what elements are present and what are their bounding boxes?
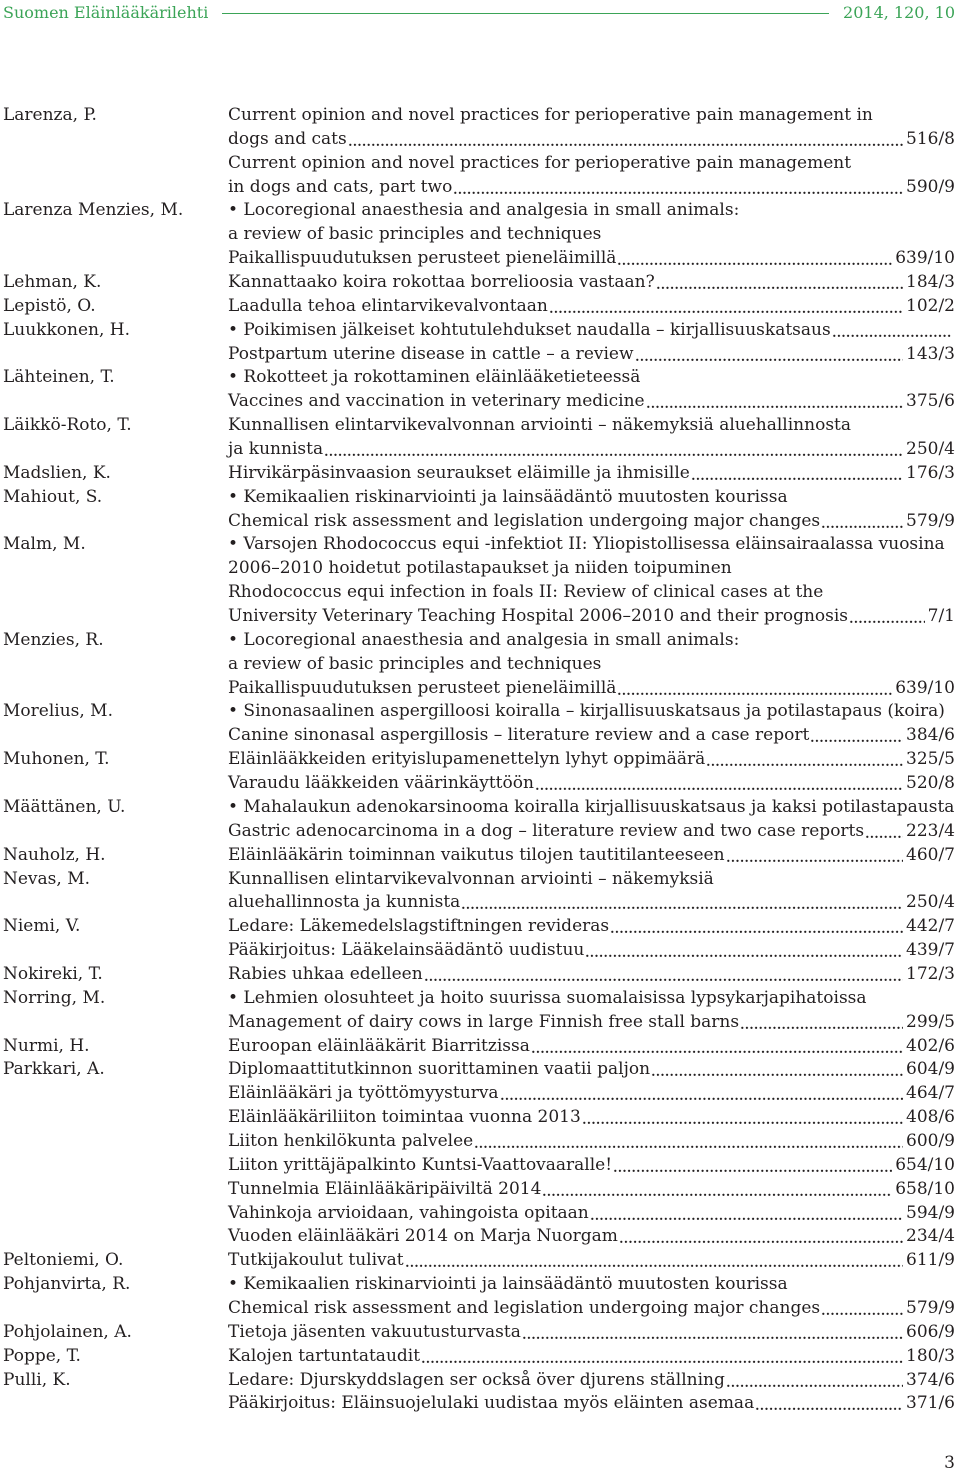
page-reference: 604/9 [906,1059,955,1080]
entry-line-body [228,820,955,844]
article-title: • Lehmien olosuhteet ja hoito suurissa suomalaisissa lypsykarjapihatoissa [228,987,867,1008]
page-reference: 176/3 [906,462,955,483]
index-line [0,1273,960,1297]
author-name: Läikkö-Roto, T. [3,415,132,436]
dot-leader [585,939,903,963]
index-line [0,366,960,390]
article-title: aluehallinnosta ja kunnista [228,892,461,913]
index-line [0,939,960,963]
entry-line-body [228,653,955,677]
index-line [0,1345,960,1369]
index-entry [0,844,960,868]
issue-reference: 2014, 120, 10 [843,3,955,22]
entry-line-body [228,462,955,486]
dot-leader [405,1249,903,1273]
page-reference: 250/4 [906,892,955,913]
article-title: Rhodococcus equi infection in foals II: Review of clinical cases at the [228,582,824,603]
dot-leader [810,724,903,748]
article-title: Vuoden eläinlääkäri 2014 on Marja Nuorgam [228,1226,618,1247]
entry-line-body [228,1225,955,1249]
article-title: Tunnelmia Eläinlääkäripäiviltä 2014 [228,1178,542,1199]
page-reference: 639/10 [895,677,955,698]
entry-line-body [228,772,955,796]
entry-line-body [228,533,955,557]
author-name: Muhonen, T. [3,749,110,770]
index-line [0,1130,960,1154]
author-name: Lehman, K. [3,272,102,293]
author-index [0,104,960,1416]
entry-line-body [228,247,955,271]
article-title: Chemical risk assessment and legislation undergoing major changes [228,1297,821,1318]
entry-line-body [228,199,955,223]
entry-line-body [228,438,955,462]
page-reference: 325/5 [906,749,955,770]
page-reference: 408/6 [906,1107,955,1128]
page-reference: 402/6 [906,1035,955,1056]
entry-line-body [228,486,955,510]
author-name: Morelius, M. [3,701,113,722]
article-title: University Veterinary Teaching Hospital 2006–2010 and their prognosis [228,606,849,627]
entry-line-body [228,319,955,343]
article-title: dogs and cats [228,128,347,149]
article-title: • Mahalaukun adenokarsinooma koiralla kirjallisuuskatsaus ja kaksi potilastapausta [228,796,955,817]
entry-line-body [228,1178,955,1202]
article-title: Postpartum uterine disease in cattle – a review [228,343,634,364]
entry-line-body [228,366,955,390]
index-line [0,915,960,939]
author-name: Madslien, K. [3,462,111,483]
entry-line-body [228,1035,955,1059]
article-title: a review of basic principles and techniques [228,224,602,245]
page-reference: 611/9 [906,1250,955,1271]
page-reference: 172/3 [906,963,955,984]
article-title: Paikallispuudutuksen perusteet pieneläimillä [228,248,617,269]
page-reference: 654/10 [895,1154,955,1175]
index-line [0,748,960,772]
index-entry [0,414,960,462]
article-title: • Locoregional anaesthesia and analgesia in small animals: [228,200,740,221]
article-title: Hirvikärpäsinvaasion seuraukset eläimille ja ihmisille [228,462,690,483]
entry-line-body [228,844,955,868]
index-line [0,1202,960,1226]
article-title: Paikallispuudutuksen perusteet pieneläimillä [228,677,617,698]
dot-leader [865,820,903,844]
index-line [0,1321,960,1345]
index-entry [0,748,960,796]
entry-line-body [228,748,955,772]
index-line [0,1082,960,1106]
dot-leader [832,319,952,343]
article-title: Current opinion and novel practices for perioperative pain management [228,152,852,173]
entry-line-body [228,271,955,295]
entry-line-body [228,1082,955,1106]
article-title: Canine sinonasal aspergillosis – literature review and a case report [228,725,810,746]
index-entry [0,462,960,486]
article-title: Liiton yrittäjäpalkinto Kuntsi-Vaattovaaralle! [228,1154,613,1175]
dot-leader [590,1202,903,1226]
index-line [0,557,960,581]
dot-leader [542,1178,892,1202]
dot-leader [617,677,892,701]
index-line [0,343,960,367]
index-line [0,1106,960,1130]
index-entry [0,1273,960,1321]
article-title: Current opinion and novel practices for perioperative pain management in [228,105,873,125]
entry-line-body [228,390,955,414]
dot-leader [453,176,903,200]
index-line [0,605,960,629]
index-line [0,1297,960,1321]
index-line [0,868,960,892]
entry-line-body [228,915,955,939]
index-entry [0,104,960,199]
page-reference: 594/9 [906,1202,955,1223]
entry-line-body [228,987,955,1011]
page-reference: 579/9 [906,1297,955,1318]
index-line [0,1035,960,1059]
article-title: Ledare: Läkemedelslagstiftningen revideras [228,916,610,937]
article-title: Liiton henkilökunta palvelee [228,1130,474,1151]
page-reference: 102/2 [906,295,955,316]
index-line [0,987,960,1011]
index-line [0,1058,960,1082]
page-reference: 223/4 [906,820,955,841]
dot-leader [656,271,903,295]
article-title: Euroopan eläinlääkärit Biarritzissa [228,1035,530,1056]
index-line [0,820,960,844]
page-reference: 579/9 [906,510,955,531]
index-entry [0,533,960,628]
entry-line-body [228,557,955,581]
article-title: Eläinlääkkeiden erityislupamenettelyn lyhyt oppimäärä [228,749,706,770]
page-reference: 299/5 [906,1011,955,1032]
index-entry [0,1369,960,1417]
index-entry [0,1321,960,1345]
entry-line-body [228,1249,955,1273]
index-entry [0,199,960,271]
entry-line-body [228,1321,955,1345]
article-title: a review of basic principles and techniques [228,653,602,674]
entry-line-body [228,414,955,438]
author-name: Peltoniemi, O. [3,1250,124,1271]
index-line [0,796,960,820]
article-title: • Kemikaalien riskinarviointi ja lainsäädäntö muutosten kourissa [228,486,788,507]
dot-leader [610,915,903,939]
dot-leader [424,963,903,987]
page-reference: 600/9 [906,1130,955,1151]
page-reference: 250/4 [906,439,955,460]
index-line [0,533,960,557]
article-title: Varaudu lääkkeiden väärinkäyttöön [228,773,534,794]
page-reference: 7/1 [927,606,955,627]
index-line [0,629,960,653]
entry-line-body [228,1202,955,1226]
entry-line-body [228,1106,955,1130]
page-reference: 460/7 [906,844,955,865]
author-name: Nokireki, T. [3,963,103,984]
index-line [0,724,960,748]
author-name: Lähteinen, T. [3,367,115,388]
entry-line-body [228,1058,955,1082]
page-reference: 384/6 [906,725,955,746]
dot-leader [348,128,903,152]
entry-line-body [228,939,955,963]
index-line [0,510,960,534]
entry-line-body [228,1297,955,1321]
page-reference: 371/6 [906,1393,955,1414]
entry-line-body [228,104,955,128]
dot-leader [549,295,903,319]
entry-line-body [228,677,955,701]
dot-leader [740,1011,903,1035]
entry-line-body [228,128,955,152]
index-line [0,152,960,176]
page-reference: 439/7 [906,940,955,961]
entry-line-body [228,724,955,748]
dot-leader [613,1154,892,1178]
dot-leader [582,1106,903,1130]
author-name: Niemi, V. [3,916,81,937]
page-reference: 180/3 [906,1345,955,1366]
article-title: Eläinlääkäriliiton toimintaa vuonna 2013 [228,1107,581,1128]
index-line [0,1249,960,1273]
index-line [0,700,960,724]
page-reference: 375/6 [906,391,955,412]
index-entry [0,868,960,916]
entry-line-body [228,152,955,176]
dot-leader [535,772,903,796]
dot-leader [617,247,892,271]
author-name: Luukkonen, H. [3,319,131,340]
author-name: Norring, M. [3,987,106,1008]
page-reference: 516/8 [906,128,955,149]
index-entry [0,1249,960,1273]
index-line [0,1011,960,1035]
index-entry [0,629,960,701]
entry-line-body [228,176,955,200]
article-title: Pääkirjoitus: Eläinsuojelulaki uudistaa myös eläinten asemaa [228,1393,755,1414]
dot-leader [531,1035,903,1059]
entry-line-body [228,1011,955,1035]
entry-line-body [228,581,955,605]
entry-line-body [228,868,955,892]
entry-line-body [228,1392,955,1416]
dot-leader [849,605,925,629]
index-line [0,1392,960,1416]
article-title: Laadulla tehoa elintarvikevalvontaan [228,295,548,316]
author-name: Pohjanvirta, R. [3,1274,131,1295]
index-entry [0,1058,960,1249]
index-line [0,295,960,319]
article-title: Kalojen tartuntataudit [228,1345,421,1366]
index-entry [0,1035,960,1059]
author-name: Pohjolainen, A. [3,1321,132,1342]
entry-line-body [228,295,955,319]
dot-leader [646,390,903,414]
entry-line-body [228,891,955,915]
index-line [0,438,960,462]
dot-leader [522,1321,903,1345]
index-line [0,462,960,486]
index-line [0,176,960,200]
page-number: 3 [944,1453,955,1473]
index-line [0,891,960,915]
author-name: Määttänen, U. [3,796,126,817]
index-entry [0,366,960,414]
entry-line-body [228,1369,955,1393]
article-title: Diplomaattitutkinnon suorittaminen vaatii paljon [228,1059,651,1080]
dot-leader [324,438,903,462]
author-name: Parkkari, A. [3,1059,105,1080]
article-title: Vaccines and vaccination in veterinary medicine [228,391,645,412]
article-title: • Rokotteet ja rokottaminen eläinlääketieteessä [228,367,641,388]
dot-leader [726,844,903,868]
article-title: Eläinlääkärin toiminnan vaikutus tilojen tautitilanteeseen [228,844,725,865]
entry-line-body [228,629,955,653]
index-line [0,963,960,987]
article-title: Tutkijakoulut tulivat [228,1250,404,1271]
entry-line-body [228,343,955,367]
author-name: Malm, M. [3,534,86,555]
index-line [0,1369,960,1393]
page-reference: 143/3 [906,343,955,364]
page-reference: 184/3 [906,272,955,293]
index-entry [0,295,960,319]
entry-line-body [228,1345,955,1369]
article-title: Pääkirjoitus: Lääkelainsäädäntö uudistuu [228,940,585,961]
entry-line-body [228,1154,955,1178]
dot-leader [651,1058,903,1082]
author-name: Larenza, P. [3,105,97,125]
author-name: Poppe, T. [3,1345,81,1366]
dot-leader [755,1392,903,1416]
page-reference: 639/10 [895,248,955,269]
page-reference: 606/9 [906,1321,955,1342]
page-reference: 590/9 [906,176,955,197]
index-line [0,223,960,247]
author-name: Larenza Menzies, M. [3,200,184,221]
running-header [3,0,955,26]
index-entry [0,915,960,963]
dot-leader [421,1345,903,1369]
article-title: Chemical risk assessment and legislation undergoing major changes [228,510,821,531]
dot-leader [461,891,903,915]
article-title: Kannattaako koira rokottaa borrelioosia vastaan? [228,272,655,293]
author-name: Mahiout, S. [3,486,103,507]
entry-line-body [228,1273,955,1297]
index-line [0,128,960,152]
dot-leader [500,1082,903,1106]
index-line [0,581,960,605]
index-entry [0,486,960,534]
dot-leader [821,510,903,534]
page-reference: 520/8 [906,773,955,794]
dot-leader [821,1297,903,1321]
index-line [0,1154,960,1178]
entry-line-body [228,963,955,987]
article-title: • Poikimisen jälkeiset kohtutulehdukset naudalla – kirjallisuuskatsaus [228,319,831,340]
author-name: Nevas, M. [3,868,91,889]
dot-leader [706,748,903,772]
author-name: Menzies, R. [3,629,104,650]
index-entry [0,271,960,295]
author-name: Lepistö, O. [3,295,96,316]
entry-line-body [228,605,955,629]
index-entry [0,1345,960,1369]
article-title: Rabies uhkaa edelleen [228,963,423,984]
index-line [0,653,960,677]
dot-leader [474,1130,903,1154]
entry-line-body [228,510,955,534]
article-title: Management of dairy cows in large Finnish free stall barns [228,1011,740,1032]
article-title: in dogs and cats, part two [228,176,453,197]
index-entry [0,796,960,844]
index-entry [0,319,960,367]
index-entry [0,987,960,1035]
dot-leader [691,462,903,486]
index-entry [0,700,960,748]
article-title: • Locoregional anaesthesia and analgesia in small animals: [228,629,740,650]
index-line [0,414,960,438]
journal-title: Suomen Eläinlääkärilehti [3,3,209,22]
index-entry [0,963,960,987]
article-title: • Varsojen Rhodococcus equi -infektiot II: Yliopistollisessa eläinsairaalassa vuosina [228,534,945,555]
index-line [0,677,960,701]
entry-line-body [228,700,955,724]
page-reference: 374/6 [906,1369,955,1390]
header-rule [222,13,829,14]
entry-line-body [228,796,955,820]
entry-line-body [228,1130,955,1154]
page-reference: 234/4 [906,1226,955,1247]
dot-leader [619,1225,903,1249]
article-title: • Kemikaalien riskinarviointi ja lainsäädäntö muutosten kourissa [228,1274,788,1295]
article-title: Kunnallisen elintarvikevalvonnan arviointi – näkemyksiä [228,868,714,889]
entry-line-body [228,223,955,247]
index-line [0,844,960,868]
article-title: Eläinlääkäri ja työttömyysturva [228,1083,499,1104]
article-title: Tietoja jäsenten vakuutusturvasta [228,1321,521,1342]
page-reference: 658/10 [895,1178,955,1199]
article-title: Vahinkoja arvioidaan, vahingoista opitaan [228,1202,589,1223]
dot-leader [635,343,903,367]
article-title: Ledare: Djurskyddslagen ser också över djurens ställning [228,1369,725,1390]
author-name: Nurmi, H. [3,1035,90,1056]
author-name: Nauholz, H. [3,844,106,865]
article-title: ja kunnista [228,439,324,460]
index-line [0,1178,960,1202]
page-reference: 442/7 [906,916,955,937]
article-title: • Sinonasaalinen aspergilloosi koiralla – kirjallisuuskatsaus ja potilastapaus (koira) [228,701,945,722]
index-line [0,271,960,295]
author-name: Pulli, K. [3,1369,71,1390]
index-line [0,1225,960,1249]
article-title: Gastric adenocarcinoma in a dog – literature review and two case reports [228,820,865,841]
index-line [0,390,960,414]
article-title: 2006–2010 hoidetut potilastapaukset ja niiden toipuminen [228,558,732,579]
index-line [0,319,960,343]
page-reference [953,319,955,343]
index-line [0,772,960,796]
index-line [0,199,960,223]
index-line [0,104,960,128]
index-line [0,247,960,271]
dot-leader [726,1369,903,1393]
article-title: Kunnallisen elintarvikevalvonnan arviointi – näkemyksiä aluehallinnosta [228,415,852,436]
index-line [0,486,960,510]
page-reference: 464/7 [906,1083,955,1104]
